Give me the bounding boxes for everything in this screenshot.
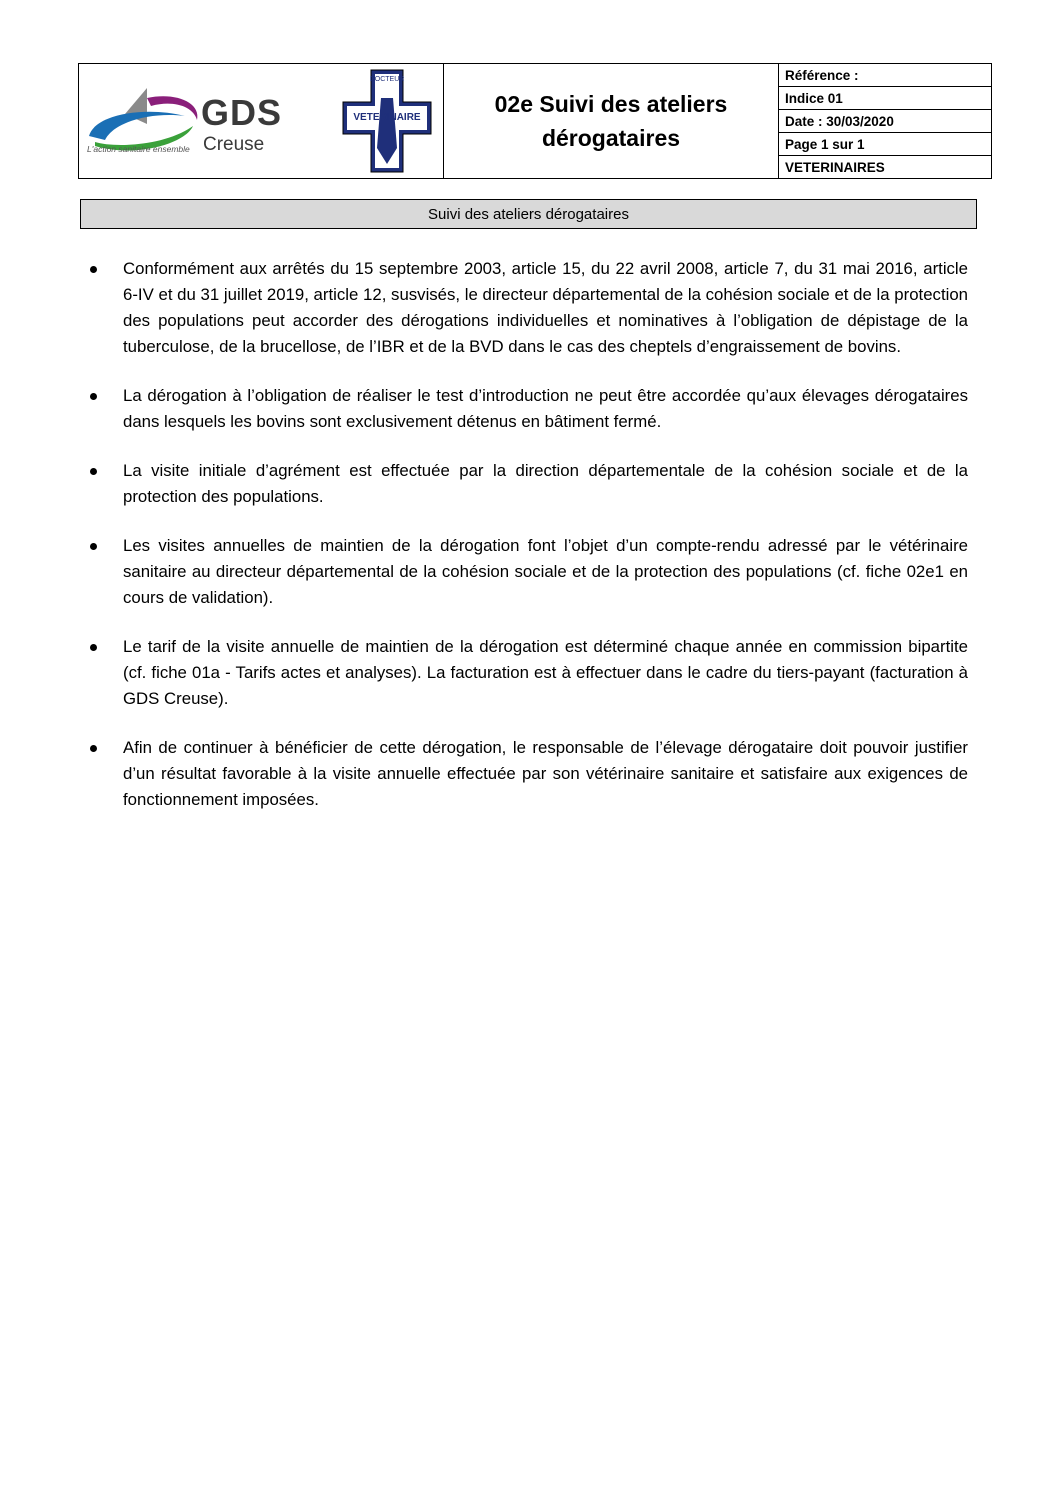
bullet-icon	[88, 383, 123, 435]
list-item-text: Les visites annuelles de maintien de la dérogation font l’objet d’un compte-rendu adressé par le vétérinaire sanitaire au directeur départemental de la cohésion sociale et de la protection des populations (cf. fiche 02e1 en cours de validation).	[123, 536, 968, 607]
title-cell	[444, 64, 779, 178]
section-title: Suivi des ateliers dérogataires	[80, 199, 977, 229]
list-item-text: Conformément aux arrêtés du 15 septembre 2003, article 15, du 22 avril 2008, article 7, du 31 mai 2016, article 6-IV et du 31 juillet 2019, article 12, susvisés, le directeur départemental de la cohésion sociale et de la protection des populations peut accorder des dérogations individuelles et nominatives à l’obligation de dépistage de la tuberculose, de la brucellose, de l’IBR et de la BVD dans le cas des cheptels d’engraissement de bovins.	[123, 259, 968, 356]
bullet-list	[88, 256, 968, 836]
list-item	[88, 634, 968, 712]
list-item-text: Afin de continuer à bénéficier de cette dérogation, le responsable de l’élevage dérogataire doit pouvoir justifier d’un résultat favorable à la visite annuelle effectuée par son vétérinaire sanitaire et satisfaire aux exigences de fonctionnement imposées.	[123, 738, 968, 809]
meta-page: Page 1 sur 1	[779, 133, 991, 156]
bullet-icon	[88, 634, 123, 712]
document-title: 02e Suivi des ateliers dérogataires	[494, 91, 728, 151]
gds-logo-word: GDS	[201, 92, 283, 133]
bullet-icon	[88, 256, 123, 360]
list-item	[88, 735, 968, 813]
meta-audience: VETERINAIRES	[785, 159, 885, 175]
logo-cell	[79, 64, 444, 178]
list-item	[88, 383, 968, 435]
bullet-icon	[88, 458, 123, 510]
meta-reference: Référence :	[779, 64, 991, 87]
bullet-icon	[88, 533, 123, 611]
list-item-text: La dérogation à l’obligation de réaliser le test d’introduction ne peut être accordée qu’aux élevages dérogataires dans lesquels les bovins sont exclusivement détenus en bâtiment fermé.	[123, 386, 968, 431]
list-item-text: La visite initiale d’agrément est effectuée par la direction départementale de la cohésion sociale et de la protection des populations.	[123, 461, 968, 506]
vet-logo-top-text: DOCTEUR	[369, 76, 405, 83]
list-item	[88, 458, 968, 510]
list-item-text: Le tarif de la visite annuelle de maintien de la dérogation est déterminé chaque année en commission bipartite (cf. fiche 01a - Tarifs actes et analyses). La facturation est à effectuer dans le cadre du tiers-payant (facturation à GDS Creuse).	[123, 637, 968, 708]
veterinaire-cross-logo-icon	[341, 68, 433, 174]
document-header	[78, 63, 992, 179]
meta-cell	[779, 64, 991, 178]
bullet-icon	[88, 735, 123, 813]
meta-indice: Indice 01	[779, 87, 991, 110]
list-item	[88, 533, 968, 611]
gds-logo-tagline: L'action sanitaire ensemble	[87, 144, 190, 154]
vet-logo-word: VETERINAIRE	[353, 112, 421, 123]
list-item	[88, 256, 968, 360]
meta-date: Date : 30/03/2020	[779, 110, 991, 133]
gds-logo-subtitle: Creuse	[203, 134, 265, 155]
